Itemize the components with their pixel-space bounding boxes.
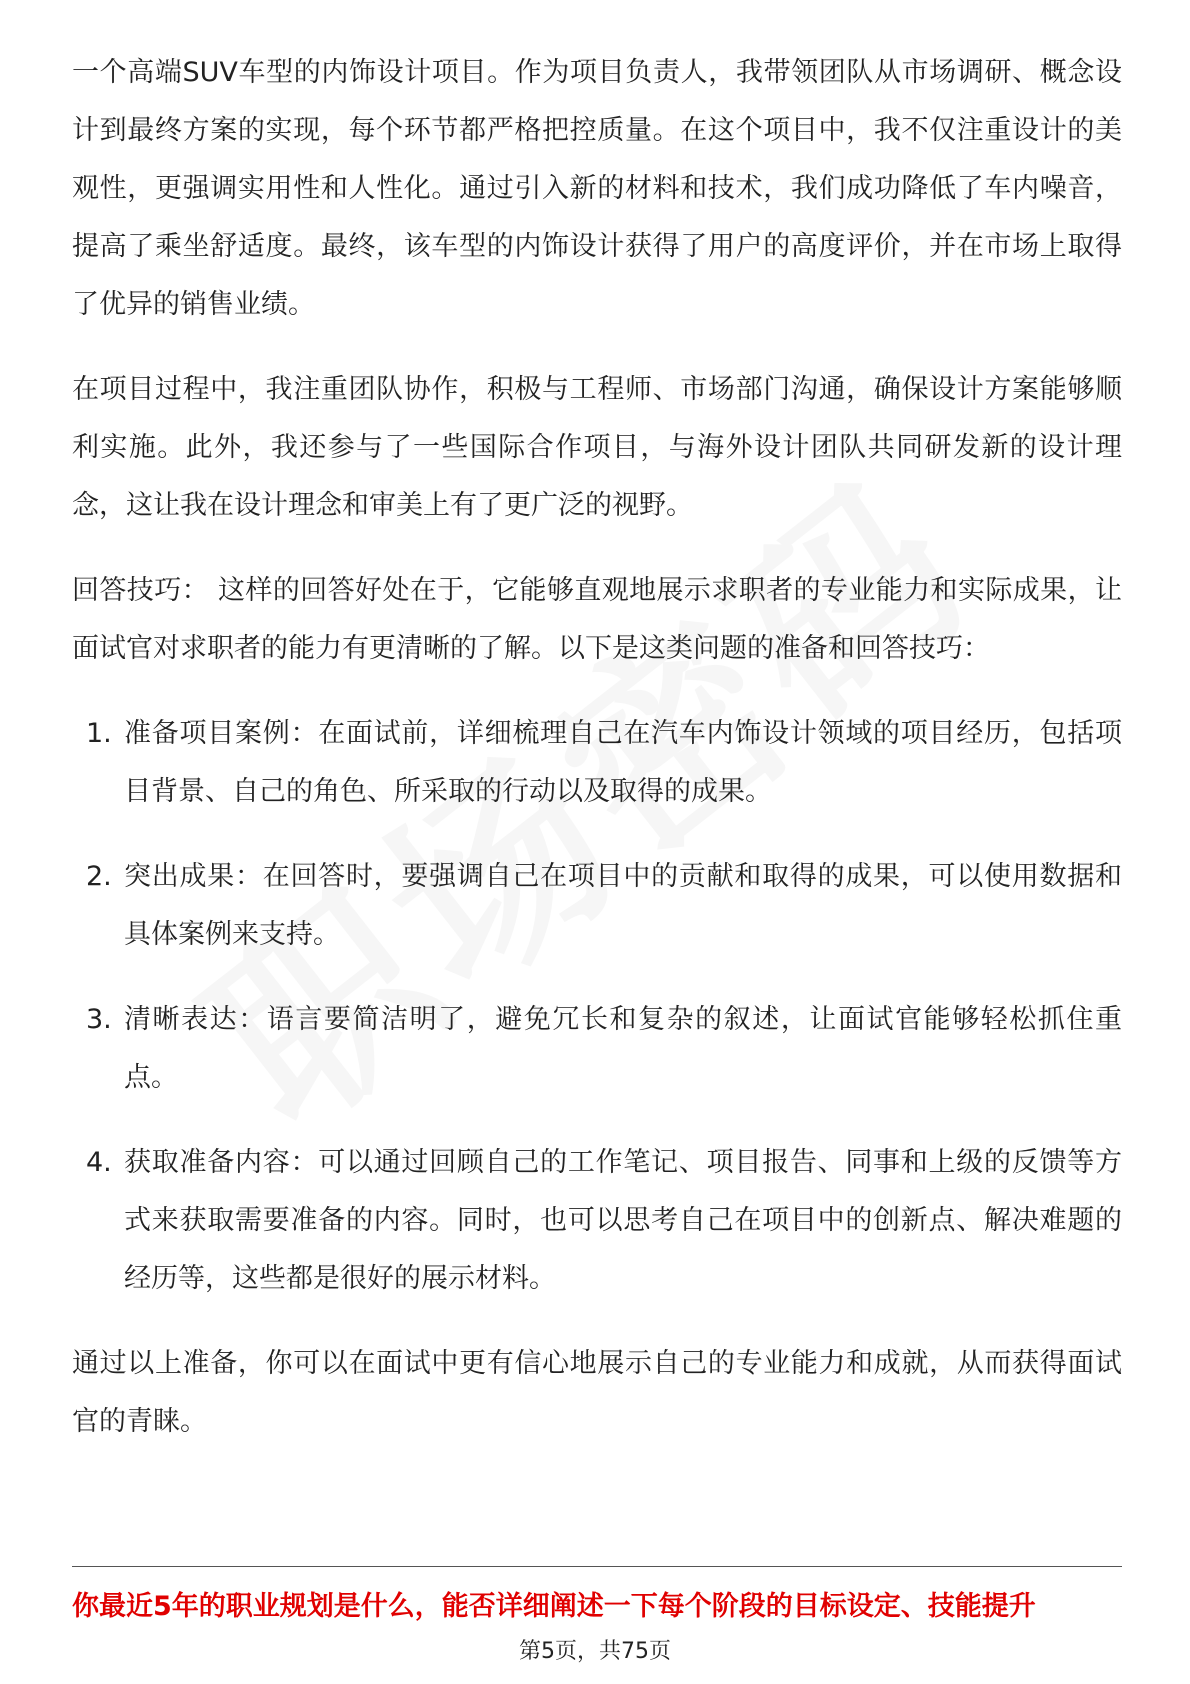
list-item: [72, 1134, 1122, 1308]
list-text: 突出成果：在回答时，要强调自己在项目中的贡献和取得的成果，可以使用数据和具体案例来支持。: [124, 861, 1122, 950]
list-item: [72, 705, 1122, 821]
list-text: 清晰表达：语言要简洁明了，避免冗长和复杂的叙述，让面试官能够轻松抓住重点。: [124, 1004, 1122, 1093]
list-number: 1.: [86, 718, 112, 749]
list-item: [72, 848, 1122, 964]
document-body: [72, 44, 1122, 1478]
list-number: 2.: [86, 861, 112, 892]
list-item: [72, 991, 1122, 1107]
paragraph-closing: 通过以上准备，你可以在面试中更有信心地展示自己的专业能力和成就，从而获得面试官的青睐。: [72, 1348, 1122, 1437]
list-text: 准备项目案例：在面试前，详细梳理自己在汽车内饰设计领域的项目经历，包括项目背景、自己的角色、所采取的行动以及取得的成果。: [124, 718, 1122, 807]
paragraph-teamwork: 在项目过程中，我注重团队协作，积极与工程师、市场部门沟通，确保设计方案能够顺利实施。此外，我还参与了一些国际合作项目，与海外设计团队共同研发新的设计理念，这让我在设计理念和审美上有了更广泛的视野。: [72, 374, 1122, 521]
page-number: 第5页，共75页: [519, 1639, 671, 1664]
section-divider: [72, 1566, 1122, 1567]
list-number: 4.: [86, 1147, 112, 1178]
list-text: 获取准备内容：可以通过回顾自己的工作笔记、项目报告、同事和上级的反馈等方式来获取需要准备的内容。同时，也可以思考自己在项目中的创新点、解决难题的经历等，这些都是很好的展示材料。: [124, 1147, 1122, 1294]
paragraph-answer-tips: 回答技巧： 这样的回答好处在于，它能够直观地展示求职者的专业能力和实际成果，让面试官对求职者的能力有更清晰的了解。以下是这类问题的准备和回答技巧：: [72, 575, 1122, 664]
tips-list: [72, 705, 1122, 1308]
next-question-heading: 你最近5年的职业规划是什么，能否详细阐述一下每个阶段的目标设定、技能提升: [72, 1591, 1036, 1622]
list-number: 3.: [86, 1004, 112, 1035]
paragraph-project-summary: 一个高端SUV车型的内饰设计项目。作为项目负责人，我带领团队从市场调研、概念设计到最终方案的实现，每个环节都严格把控质量。在这个项目中，我不仅注重设计的美观性，更强调实用性和人性化。通过引入新的材料和技术，我们成功降低了车内噪音，提高了乘坐舒适度。最终，该车型的内饰设计获得了用户的高度评价，并在市场上取得了优异的销售业绩。: [72, 57, 1122, 320]
